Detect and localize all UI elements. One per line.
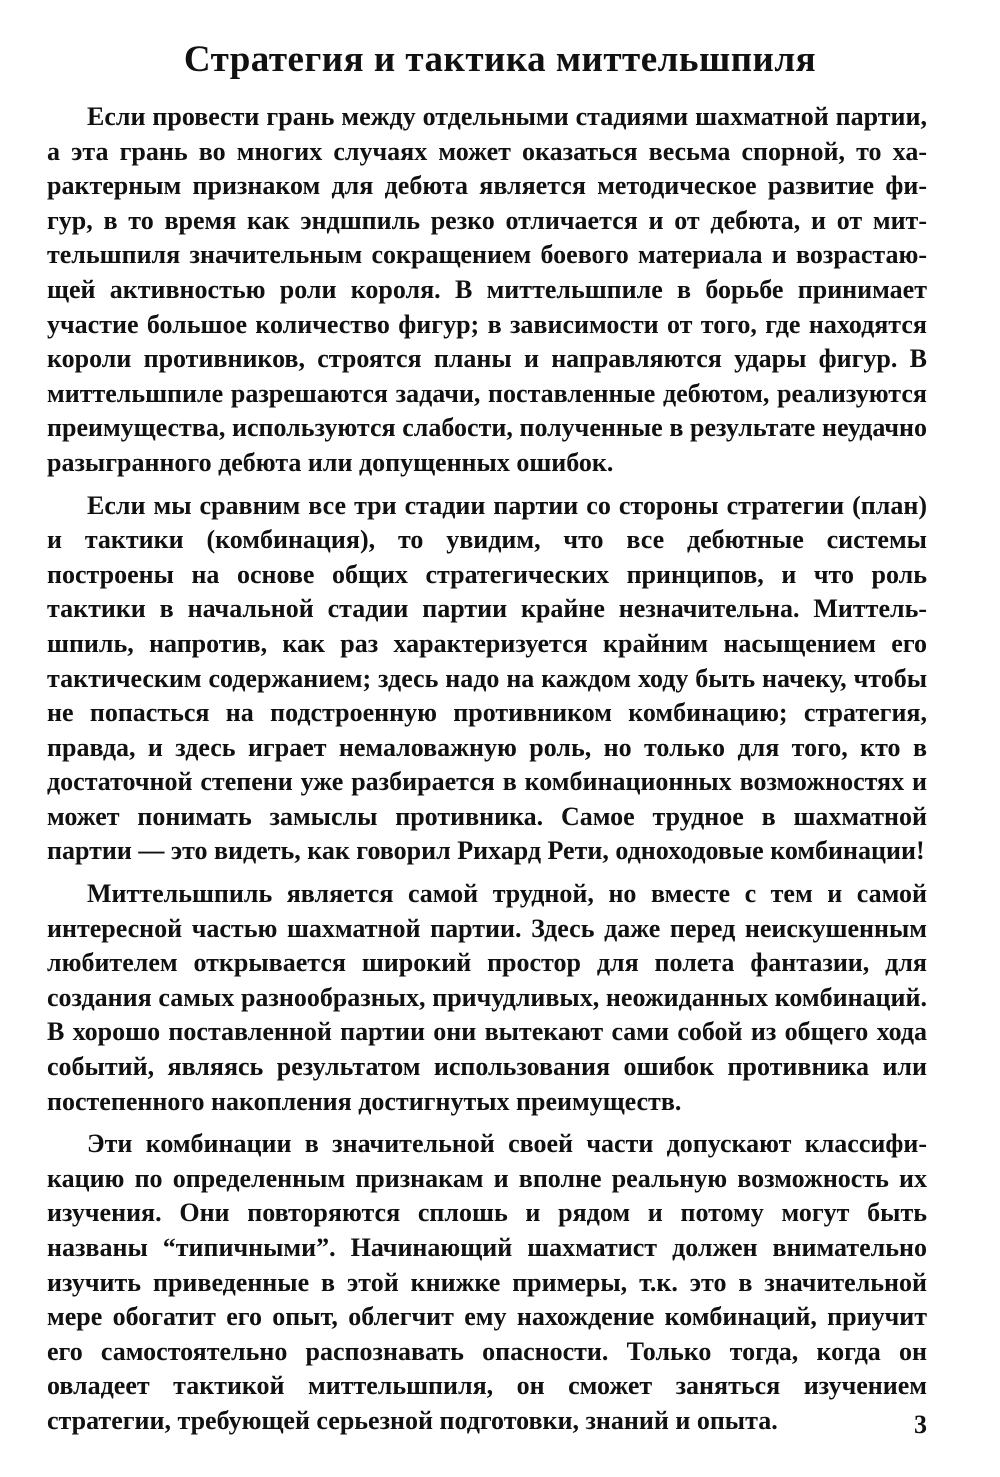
paragraph-3: Миттельшпиль является самой трудной, но вместе с тем и самой интересной частью шахматной партии. Здесь даже перед неискушенным любителем открывается широкий простор для полета фантазии, для создания самых разнообразных, причудливых, неожиданных комбинаций. В хорошо поставленной партии они вытекают сами собой из общего хода событий, являясь результатом использования ошибок противника или постепенного накопления достигнутых преимуществ.: [47, 879, 927, 1116]
page-title: Стратегия и тактика миттельшпиля: [183, 39, 817, 80]
page-number: 3: [914, 1410, 927, 1439]
body-text: [47, 100, 927, 1447]
paragraph-4: Эти комбинации в значительной своей части допускают классификацию по определенным признакам и вполне реальную возможность их изучения. Они повторяются сплошь и рядом и потому могут быть названы “типичными”. Начинающий шахматист должен внимательно изучить приведенные в этой книжке примеры, т.к. это в значительной мере обогатит его опыт, облегчит ему нахождение комбинаций, приучит его самостоятельно распознавать опасности. Только тогда, когда он овладеет тактикой миттельшпиля, он сможет заняться изучением стратегии, требующей серьезной подготовки, знаний и опыта.: [47, 1129, 927, 1435]
paragraph-1: Если провести грань между отдельными стадиями шахматной партии, а эта грань во многих случаях может оказаться весьма спорной, то характерным признаком для дебюта является методическое развитие фигур, в то время как эндшпиль резко отличается и от дебюта, и от миттельшпиля значительным сокращением боевого материала и возрастающей активностью роли короля. В миттельшпиле в борьбе принимает участие большое количество фигур; в зависимости от того, где находятся короли противников, строятся планы и направляются удары фигур. В миттельшпиле разрешаются задачи, поставленные дебютом, реализуются преимущества, используются слабости, полученные в результате неудачно разыгранного дебюта или допущенных ошибок.: [47, 102, 927, 477]
paragraph-2: Если мы сравним все три стадии партии со стороны стратегии (план) и тактики (комбинация), то увидим, что все дебютные системы построены на основе общих стратегических принципов, и что роль тактики в начальной стадии партии крайне незначительна. Миттельшпиль, напротив, как раз характеризуется крайним насыщением его тактическим содержанием; здесь надо на каждом ходу быть начеку, чтобы не попасться на подстроенную противником комбинацию; стратегия, правда, и здесь играет немаловажную роль, но только для того, кто в достаточной степени уже разбирается в комбинационных возможностях и может понимать замыслы противника. Самое трудное в шахматной партии — это видеть, как говорил Рихард Рети, одноходовые комбинации!: [47, 490, 927, 866]
